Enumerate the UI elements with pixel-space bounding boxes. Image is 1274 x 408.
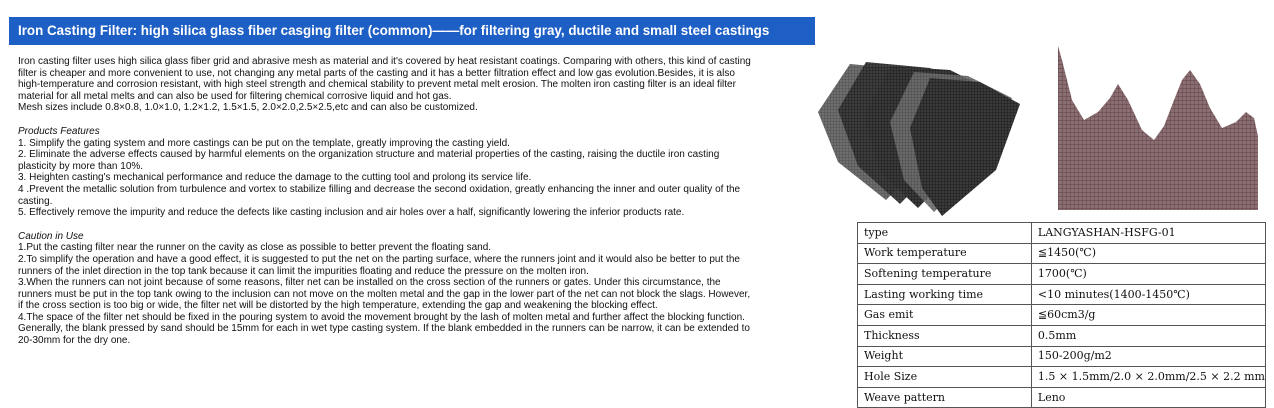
text-line: material for all metal melts and can also be used for filtering chemical corrosive liquid and hot gas. bbox=[18, 90, 452, 102]
spec-row bbox=[858, 284, 1266, 305]
features-list bbox=[18, 138, 848, 219]
spec-value: 150-200g/m2 bbox=[1031, 346, 1265, 367]
text-line: 5. Effectively remove the impurity and reduce the defects like casting inclusion and air holes over a half, significantly lowering the inferior products rate. bbox=[18, 207, 685, 219]
spec-row bbox=[858, 346, 1266, 367]
text-line: filter is cheaper and more convenient to use, not changing any metal parts of the casting and it has a better filtration effect and low gas evolution.Besides, it is also bbox=[18, 67, 735, 79]
spec-value: Leno bbox=[1031, 387, 1265, 408]
spec-key: Thickness bbox=[858, 325, 1032, 346]
text-line: 4 .Prevent the metallic solution from turbulence and vortex to stabilize filling and decrease the second oxidation, greatly enhancing the inner and outer quality of the bbox=[18, 183, 741, 195]
title-banner bbox=[9, 17, 815, 45]
text-line: Mesh sizes include 0.8×0.8, 1.0×1.0, 1.2×1.2, 1.5×1.5, 2.0×2.0,2.5×2.5,etc and can also be customized. bbox=[18, 102, 478, 114]
intro-section bbox=[18, 56, 848, 114]
text-line: 20-30mm for the dry one. bbox=[18, 335, 131, 347]
spec-row bbox=[858, 264, 1266, 285]
text-line: runners must be put in the top tank owing to the inclusion can not move on the molten metal and the gap in the lower part of the net can not block the slags. However, bbox=[18, 288, 751, 300]
spec-row bbox=[858, 305, 1266, 326]
stacked-mesh-sheets-image bbox=[818, 62, 1020, 216]
text-line: 3. Heighten casting's mechanical performance and reduce the damage to the cutting tool and prolong its service life. bbox=[18, 172, 532, 184]
spec-key: Gas emit bbox=[858, 305, 1032, 326]
text-line: casting. bbox=[18, 195, 53, 207]
spec-row bbox=[858, 367, 1266, 388]
torn-mesh-sample-image bbox=[1058, 46, 1258, 210]
text-line: high-temperature and corrosion resistant, with high steel strength and chemical stability to prevent metal melt erosion. The molten iron casting filter is an ideal filter bbox=[18, 79, 736, 91]
text-line: plasticity by more than 10%. bbox=[18, 160, 144, 172]
spec-key: Softening temperature bbox=[858, 264, 1032, 285]
caution-list bbox=[18, 242, 848, 346]
spec-table bbox=[857, 222, 1266, 408]
text-line: runners of the inlet direction in the top tank because it can limit the impurities floating and reduce the pressure on the molten iron. bbox=[18, 265, 589, 277]
spec-value: 1700(℃) bbox=[1031, 264, 1265, 285]
spec-key: type bbox=[858, 223, 1032, 244]
product-images bbox=[818, 40, 1274, 220]
text-line: 4.The space of the filter net should be fixed in the pouring system to avoid the movement brought by the lash of molten metal and further affect the blocking function. bbox=[18, 311, 745, 323]
text-line: if the cross section is too big or wide, the filter net will be distorted by the high temperature, extending the gap and weakening the blocking effect. bbox=[18, 300, 658, 312]
spec-key: Weight bbox=[858, 346, 1032, 367]
spec-value: <10 minutes(1400-1450℃) bbox=[1031, 284, 1265, 305]
text-line: 1. Simplify the gating system and more castings can be put on the template, greatly improving the casting yield. bbox=[18, 137, 510, 149]
spec-value: LANGYASHAN-HSFG-01 bbox=[1031, 223, 1265, 244]
text-line: Generally, the blank pressed by sand should be 15mm for each in wet type casting system. If the blank embedded in the runners can be narrow, it can be extended to bbox=[18, 323, 750, 335]
description-text bbox=[18, 56, 848, 347]
spec-row bbox=[858, 325, 1266, 346]
spec-key: Work temperature bbox=[858, 243, 1032, 264]
spec-key: Hole Size bbox=[858, 367, 1032, 388]
spec-row bbox=[858, 387, 1266, 408]
spec-value: ≦60cm3/g bbox=[1031, 305, 1265, 326]
spec-key: Lasting working time bbox=[858, 284, 1032, 305]
caution-heading: Caution in Use bbox=[18, 230, 84, 242]
spec-row bbox=[858, 243, 1266, 264]
spec-key: Weave pattern bbox=[858, 387, 1032, 408]
page-title: Iron Casting Filter: high silica glass fiber casging filter (common)——for filtering gray, ductile and small steel castings bbox=[18, 23, 770, 38]
text-line: 2. Eliminate the adverse effects caused by harmful elements on the organization structure and material properties of the casting, raising the ductile iron casting bbox=[18, 149, 720, 161]
text-line: 1.Put the casting filter near the runner on the cavity as close as possible to better prevent the floating sand. bbox=[18, 242, 492, 254]
text-line: 3.When the runners can not joint because of some reasons, filter net can be installed on the cross section of the runners or gates. Under this circumstance, the bbox=[18, 277, 721, 289]
spec-row bbox=[858, 223, 1266, 244]
spec-value: 0.5mm bbox=[1031, 325, 1265, 346]
text-line: Iron casting filter uses high silica glass fiber grid and abrasive mesh as material and it's covered by heat resistant coatings. Comparing with others, this kind of casting bbox=[18, 56, 751, 67]
features-heading: Products Features bbox=[18, 125, 100, 137]
text-line: 2.To simplify the operation and have a good effect, it is suggested to put the net on the parting surface, where the runners joint and it would also be better to put the bbox=[18, 253, 740, 265]
spec-value: ≦1450(℃) bbox=[1031, 243, 1265, 264]
spec-value: 1.5 × 1.5mm/2.0 × 2.0mm/2.5 × 2.2 mm bbox=[1031, 367, 1265, 388]
